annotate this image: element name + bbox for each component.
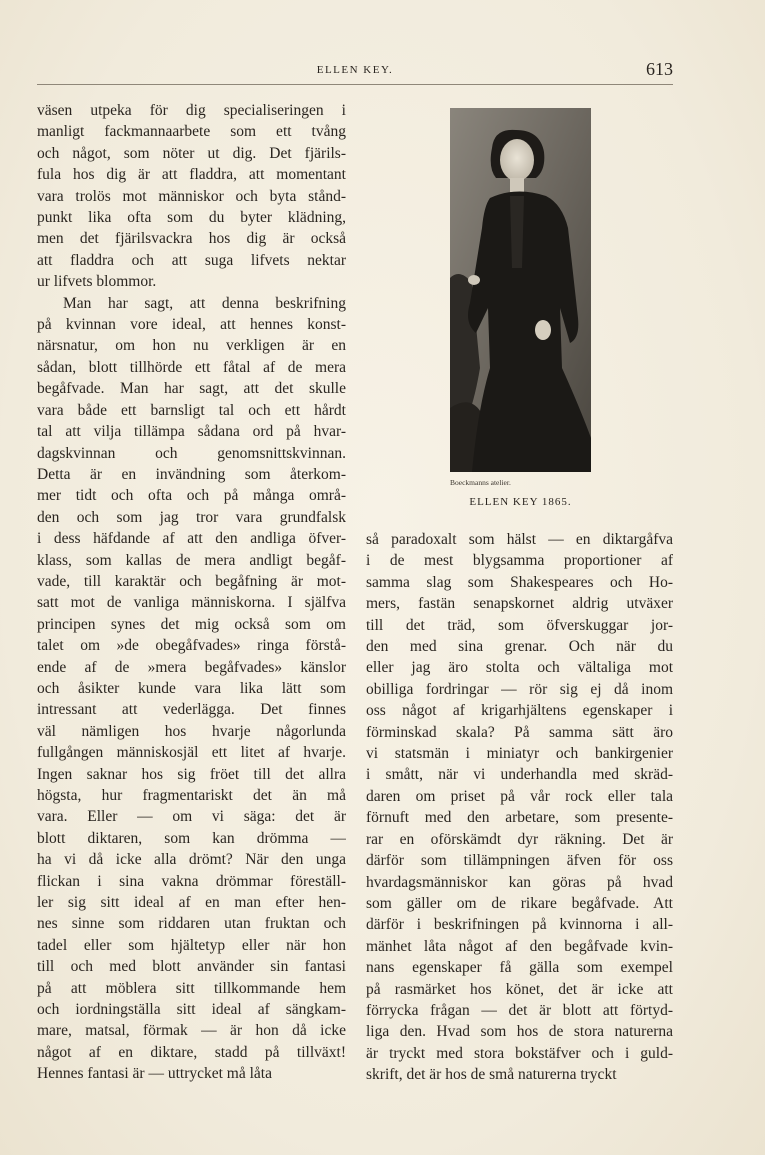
text-line: väsen utpeka för dig specialiseringen i — [37, 102, 346, 119]
text-line: satt mot de vanliga människorna. I själfva — [37, 594, 346, 612]
photo-credit: Boeckmanns atelier. — [450, 478, 511, 487]
running-title: ELLEN KEY. — [316, 64, 394, 76]
text-line: på kvinnan vore ideal, att hennes konst- — [37, 316, 346, 334]
text-line: samma slag som Shakespeares och Ho- — [366, 573, 673, 591]
text-line: mänhet låta något af den begåfvade kvin- — [366, 937, 673, 955]
text-line: mare, matsal, förmak — är hon då icke — [37, 1022, 346, 1040]
text-line: så paradoxalt som hälst — en diktargåfva — [366, 531, 673, 548]
text-line: högsta, hur fragmentariskt det än må — [37, 787, 346, 804]
text-line: och iordningställa sitt ideal af sängkam- — [37, 1001, 346, 1019]
text-line: Ingen saknar hos sig fröet till det allra — [37, 765, 346, 783]
text-line: vara både ett barnsligt tal och ett hårdt — [37, 401, 346, 419]
text-line: fullgången människosjäl ett litet af hvarje. — [37, 744, 346, 762]
text-line: Hennes fantasi är — uttrycket må låta — [37, 1065, 272, 1083]
left-text-column — [37, 100, 346, 1085]
text-line: väl nämligen hos hvarje någorlunda — [37, 722, 346, 740]
text-line: ur lifvets blommor. — [37, 273, 157, 291]
text-line: men det fjärilsvackra hos dig är också — [37, 230, 346, 248]
text-line: närsnatur, om hon nu verkligen är en — [37, 337, 346, 355]
text-line: flickan i sina vakna drömmar föreställ- — [37, 872, 346, 890]
text-line: till det träd, som öfverskuggar jor- — [366, 616, 673, 634]
text-line: eller jag äro stolta och vältaliga mot — [366, 659, 673, 677]
text-line: tadel eller som hjältetyp eller när hon — [37, 936, 346, 954]
text-line: mer tidt och ofta och på många områ- — [37, 487, 346, 505]
text-line: ler sig sitt ideal af en man efter hen- — [37, 894, 346, 912]
text-line: klass, som kallas de mera andligt begåf- — [37, 551, 346, 569]
text-line: och åsikter kunde vara lika lätt som — [37, 679, 346, 697]
text-line: Man har sagt, att denna beskrifning — [63, 294, 346, 312]
text-line: i smått, när vi underhandla med skräd- — [366, 766, 673, 784]
text-line: vade, till karaktär och begåfning är mot- — [37, 572, 346, 590]
text-line: daren om priset på vår rock eller tala — [366, 787, 673, 805]
text-line: till och med blott använder sin fantasi — [37, 958, 346, 976]
text-line: nes sinne som riddaren utan fruktan och — [37, 915, 346, 933]
running-header — [37, 60, 673, 85]
text-line: och något, som nöter ut dig. Det fjärils- — [37, 144, 346, 162]
text-line: förrycka frågan — det är blott att förtyd- — [366, 1001, 673, 1019]
figure-caption: ELLEN KEY 1865. — [469, 496, 572, 508]
text-line: nans egenskaper få gälla som exempel — [366, 959, 673, 977]
text-line: vi statsmän i miniatyr och bankirgenier — [366, 745, 673, 763]
text-line: ende af de »mera begåfvades» känslor — [37, 658, 346, 676]
text-line: fula hos dig är att fladdra, att momentant — [37, 166, 346, 184]
text-line: i de mest blygsamma proportioner af — [366, 552, 673, 570]
text-line: därför som tillämpningen äfven för oss — [366, 852, 673, 870]
right-text-column — [366, 529, 673, 1086]
text-line: mers, fastän senapskornet aldrig utväxer — [366, 595, 673, 613]
text-line: manligt fackmannaarbete som ett tvång — [37, 123, 346, 141]
text-line: rar en oförskämdt dyr räkning. Det är — [366, 830, 673, 848]
text-line: liga den. Hvad som hos de stora naturerna — [366, 1023, 673, 1041]
text-line: tal att vilja tillämpa sådana ord på hvar- — [37, 423, 346, 441]
text-line: är tryckt med stora bokstäfver och i guld- — [366, 1044, 673, 1062]
portrait-photograph — [450, 108, 591, 472]
portrait-image — [450, 108, 591, 472]
text-line: intressant att vederlägga. Det finnes — [37, 701, 346, 719]
text-line: förnuft med den arbetare, som presente- — [366, 809, 673, 827]
text-line: begåfvade. Man har sagt, att det skulle — [37, 380, 346, 398]
text-line: förminskad skala? På samma sätt äro — [366, 723, 673, 741]
text-line: hvardagsmänniskor kan göras på hvad — [366, 873, 673, 891]
text-line: punkt lika ofta som du byter klädning, — [37, 209, 346, 227]
text-line: i dess häfdande af att den andliga öfver- — [37, 530, 346, 548]
text-line: vara trolös mot människor och byta stånd- — [37, 187, 346, 205]
text-line: som gäller om de rikare begåfvade. Att — [366, 894, 673, 912]
text-line: obilliga fordringar — rör sig ej då inom — [366, 680, 673, 698]
text-line: på rasmärket hos könet, det är icke att — [366, 980, 673, 998]
text-line: därför i beskrifningen på kvinnorna i all- — [366, 916, 673, 934]
text-line: dagskvinnan och genomsnittskvinnan. — [37, 444, 346, 462]
text-line: principen synes det mig också som om — [37, 615, 346, 633]
text-line: att fladdra och att suga lifvets nektar — [37, 251, 346, 269]
text-line: oss något af krigarhjältens egenskaper i — [366, 702, 673, 720]
text-line: vara. Eller — om vi säga: det är — [37, 808, 346, 826]
text-line: skrift, det är hos de små naturerna tryckt — [366, 1066, 617, 1084]
text-line: den med sina grenar. Och när du — [366, 638, 673, 656]
text-line: blott diktaren, som kan drömma — — [37, 829, 346, 847]
text-line: sådan, blott tillhörde ett fåtal af de mera — [37, 358, 346, 376]
text-line: ha vi då icke alla drömt? När den unga — [37, 851, 346, 869]
text-line: den och som jag tror vara grundfalsk — [37, 508, 346, 526]
text-line: Detta är en invändning som återkom- — [37, 465, 346, 483]
text-line: talet om »de obegåfvades» ringa förstå- — [37, 637, 346, 655]
text-line: något af en diktare, stadd på tillväxt! — [37, 1043, 346, 1061]
page-number: 613 — [646, 59, 673, 79]
text-line: på att möblera sitt tillkommande hem — [37, 979, 346, 997]
